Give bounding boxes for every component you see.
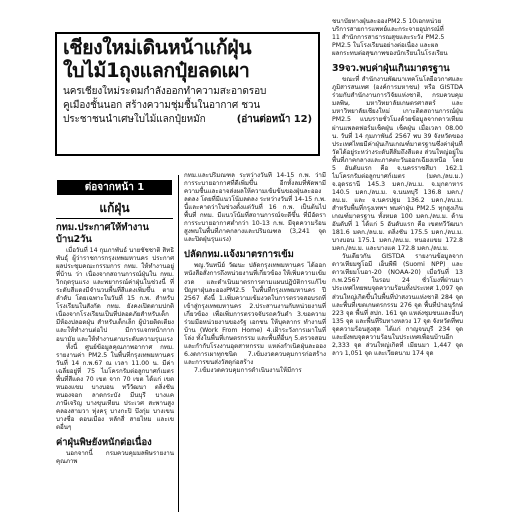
left-column — [56, 222, 174, 512]
right-column — [332, 18, 463, 512]
left-paragraph-1: เมื่อวันที่ 14 กุมภาพันธ์ นายชัชชาติ สิทธิพันธุ์ ผู้ว่าราชการกรุงเทพมหานคร ประกาศผลประชุมคณะกรรมการ กทม. ให้ทำงานอยู่ที่บ้าน ว่า เนื่องจากสถานการณ์ฝุ่นใน กทม. วิกฤตรุนแรง และพยากรณ์ค่าฝุ่นในช่วงนี้ ที่ระดับสีแดงมีจำนวนพื้นที่สีแดงเพิ่มขึ้น ตามลำดับ โดยเฉพาะในวันที่ 15 ก.พ. สำหรับโรงเรียนในสังกัด กทม. ยังคงเปิดตามปกติ เนื่องจากโรงเรียนเป็นที่ปลอดภัยสำหรับเด็ก มีห้องปลอดฝุ่น สำหรับเด็กเล็ก ผู้ป่วยติดเตียง และให้ทำงานต่อไป มีการแจกหน้ากากอนามัย และให้ทำงานตามระดับความรุนแรง — [56, 247, 174, 343]
continued-page-ref: (อ่านต่อหน้า 12) — [236, 114, 312, 125]
deck-line-1: นครเชียงใหม่ระดมกำลังออกทำความสะอาดรอบ — [63, 86, 267, 97]
continued-banner: ต่อจากหน้า 1 — [57, 180, 172, 195]
right-top-line-2: บริการสายการแพทย์และกระจายอุปกรณ์ที่ — [332, 26, 444, 34]
headline-box — [55, 32, 320, 156]
left-subheading-1: กทม.ประกาศให้ทำงานบ้าน2วัน — [56, 222, 149, 245]
right-paragraph-1: ขณะที่ สำนักงานพัฒนาเทคโนโลยีอวกาศและภูมิสารสนเทศ (องค์การมหาชน) หรือ GISTDA ร่วมกับสำนักงานการวิจัยแห่งชาติ, กรมควบคุมมลพิษ, มหาวิทยาลัยเกษตรศาสตร์ และมหาวิทยาลัยเชียงใหม่ เกาะติดสถานการณ์ฝุ่น PM2.5 แบบรายชั่วโมงด้วยข้อมูลจากดาวเทียมผ่านแพลตฟอร์มเช็คฝุ่น เช็คฝุ่น เมื่อเวลา 08.00 น. วันที่ 14 กุมภาพันธ์ 2567 พบ 39 จังหวัดของประเทศไทยมีค่าฝุ่นเกินเกณฑ์มาตรฐานซึ่งค่าฝุ่นที่วัดได้อยู่ระหว่างระดับสีส้มถึงสีแดง ส่วนใหญ่อยู่ในพื้นที่ภาคกลางและภาคตะวันออกเฉียงเหนือ โดย 5 อันดับแรก คือ จ.นครราชสีมา 162.1 ไมโครกรัมต่อลูกบาศก์เมตร (มคก./ลบ.ม.) จ.อุดรธานี 145.3 มคก./ลบ.ม. จ.มุกดาหาร 140.5 มคก./ลบ.ม. จ.นนทบุรี 136.8 มคก./ลบ.ม. และ จ.นครปฐม 136.2 มคก./ลบ.ม. สำหรับพื้นที่กรุงเทพฯ พบค่าฝุ่น PM2.5 ทุกสูงเกินเกณฑ์มาตรฐาน ทั้งหมด 100 มคก./ลบ.ม. ด้านอันดับที่ 1 ได้แก่ 5 อันดับแรก คือ เขตทวีวัฒนา 181.6 มคก./ลบ.ม. ตลิ่งชัน 175.5 มคก./ลบ.ม. บางบอน 175.1 มคก./ลบ.ม. หนองแขม 172.8 มคก./ลบ.ม. และบางแค 172.8 มคก./ลบ.ม. — [332, 76, 463, 253]
left-subheading-2: ค่าฝุ่นพิษยังหนักต่อเนื่อง — [56, 437, 152, 449]
right-subheading: 39จว.พบค่าฝุ่นเกินมาตรฐาน — [332, 63, 450, 75]
deck-line-3: ประชาชนนำเศษใบไม้แลกปุ๋ยหมัก — [63, 114, 206, 125]
middle-paragraph-0: กทม.และปริมณฑล ระหว่างวันที่ 14-15 ก.พ. ว่ามีการระบายอากาศที่ดีเพิ่มขึ้น อีกทั้งลมที่พัดพามีความชื้นและอาจส่งผลให้ความเข้มข้นของฝุ่นละอองลดลง โดยที่มีแนวโน้มลดลง ระหว่างวันที่ 14-15 ก.พ. นี้และคาดว่าในช่วงตั้งแต่วันที่ 16 ก.พ. เป็นต้นไป พื้นที่ กทม. มีแนวโน้มที่สถานการณ์จะดีขึ้น ที่มีอัตราการระบายอากาศต่ำกว่า 10-13 ก.พ. มีจุดความร้อนสูงพบในพื้นที่ภาคกลางและปริมณฑล (3,241 จุด และปิดฝุ่นรุนแรง) — [184, 172, 326, 244]
left-paragraph-3: นอกจากนี้ กรมควบคุมมลพิษรายงานคุณภาพ — [56, 450, 174, 466]
right-top-line-1: ชนาบัยทางฝุ่นละอองPM2.5 10เอกหน่วย — [332, 18, 442, 25]
column-divider — [178, 175, 179, 512]
right-top-line-4: PM2.5 ในโรงเรียนอย่างต่อเนื่อง และผล — [332, 42, 439, 50]
deck-line-2: คูเมืองชั้นนอก สร้างความชุ่มชื้นในอากาศ ชวน — [63, 100, 261, 111]
section-title: แก้ฝุ่น — [99, 201, 130, 215]
right-top-line-5: ผลกระทบต่อสุขภาพของนักเรียนในโรงเรียน — [332, 50, 448, 58]
headline-line-1: เชียงใหม่เดินหน้าแก้ฝุ่น — [63, 36, 252, 59]
headline-deck — [63, 85, 312, 127]
deck-line-3-row — [63, 113, 312, 127]
middle-paragraph-1: พญ.วันทนีย์ วัฒนะ ปลัดกรุงเทพมหานคร ได้ออกหนังสือสั่งการถึงหน่วยงานที่เกี่ยวข้อง ให้เพิ่มความเข้มงวด และดำเนินมาตรการตามแผนปฏิบัติการแก้ไขปัญหาฝุ่นละอองPM2.5 ในพื้นที่กรุงเทพมหานคร ปี 2567 ดังนี้ 1.เพิ่มความเข้มงวดในการตรวจสอบรถที่เข้าสู่กรุงเทพมหานคร 2.ประสานงานกับหน่วยงานที่เกี่ยวข้อง เพื่อเพิ่มการตรวจจับรถควันดำ 3.ขอความร่วมมือหน่วยงานของรัฐ เอกชน ให้บุคลากร ทำงานที่บ้าน (Work From Home) 4.เฝ้าระวังการเผาในที่โล่ง ทั้งในพื้นที่เกษตรกรรม และพื้นที่อื่นๆ 5.ตรวจสอบและกำกับโรงงานอุตสาหกรรม แหล่งกำเนิดฝุ่นละออง 6.งดการเผาทุกชนิด 7.เข้มงวดควบคุมการก่อสร้าง และการขนส่งวัสดุก่อสร้าง — [184, 262, 326, 366]
headline-line-2: ใบไม้1ถุงแลกปุ๋ยลดเผา — [63, 59, 250, 82]
left-paragraph-2: ทั้งนี้ ศูนย์ข้อมูลคุณภาพอากาศ กทม. รายงานค่า PM2.5 ในพื้นที่กรุงเทพมหานคร วันที่ 14 ก.พ.67 ณ เวลา 11.00 น. มีค่าเฉลี่ยอยู่ที่ 75 ไมโครกรัมต่อลูกบาศก์เมตร พื้นที่สีแดง 70 เขต จาก 70 เขต ได้แก่ เขตหนองแขม บางบอน ทวีวัฒนา ตลิ่งชัน หนองจอก ลาดกระบัง มีนบุรี บางแค ภาษีเจริญ บางขุนเทียน ประเวศ สะพานสูง คลองสามวา ทุ่งครุ บางกะปิ บึงกุ่ม บางเขน บางซื่อ ดอนเมือง หลักสี่ สายไหม และเขตอื่นๆ — [56, 343, 174, 432]
middle-paragraph-2: 7.เข้มงวดควบคุมการดำเนินงานให้มีการ — [194, 367, 302, 375]
right-top-line-3: 11 สำนักการสาธารณสุขและระวัง PM2.5 — [332, 34, 445, 42]
section-divider — [56, 218, 173, 219]
middle-column — [184, 172, 326, 512]
right-paragraph-2: วันเดียวกัน GISTDA รายงานข้อมูลจากดาวเทียมซูโอมี เอ็นพีพี (Suomi NPP) และดาวเทียมโนอา-20 (NOAA-20) เมื่อวันที่ 13 ก.พ.2567 ในรอบ 24 ชั่วโมงที่ผ่านมา ประเทศไทยพบจุดความร้อนทั้งประเทศ 1,097 จุด ส่วนใหญ่เกิดขึ้นในพื้นที่ป่าสงวนแห่งชาติ 284 จุด และพื้นที่เขตเกษตรกรรม 276 จุด พื้นที่ป่าอนุรักษ์ 223 จุด พื้นที่ สปก. 161 จุด แหล่งชุมชนและอื่นๆ 135 จุด และพื้นที่ริมทางหลวง 17 จุด จังหวัดที่พบจุดความร้อนสูงสุด ได้แก่ กาญจนบุรี 234 จุด และยังพบจุดความร้อนในประเทศเพื่อนบ้านอีก 2,333 จุด ส่วนใหญ่เกิดที่ เมียนมา 1,447 จุด ลาว 1,051 จุด และเวียดนาม 174 จุด — [332, 253, 463, 357]
middle-subheading: ปลัดกทม.แจ้งมาตรการเข้ม — [184, 249, 294, 261]
